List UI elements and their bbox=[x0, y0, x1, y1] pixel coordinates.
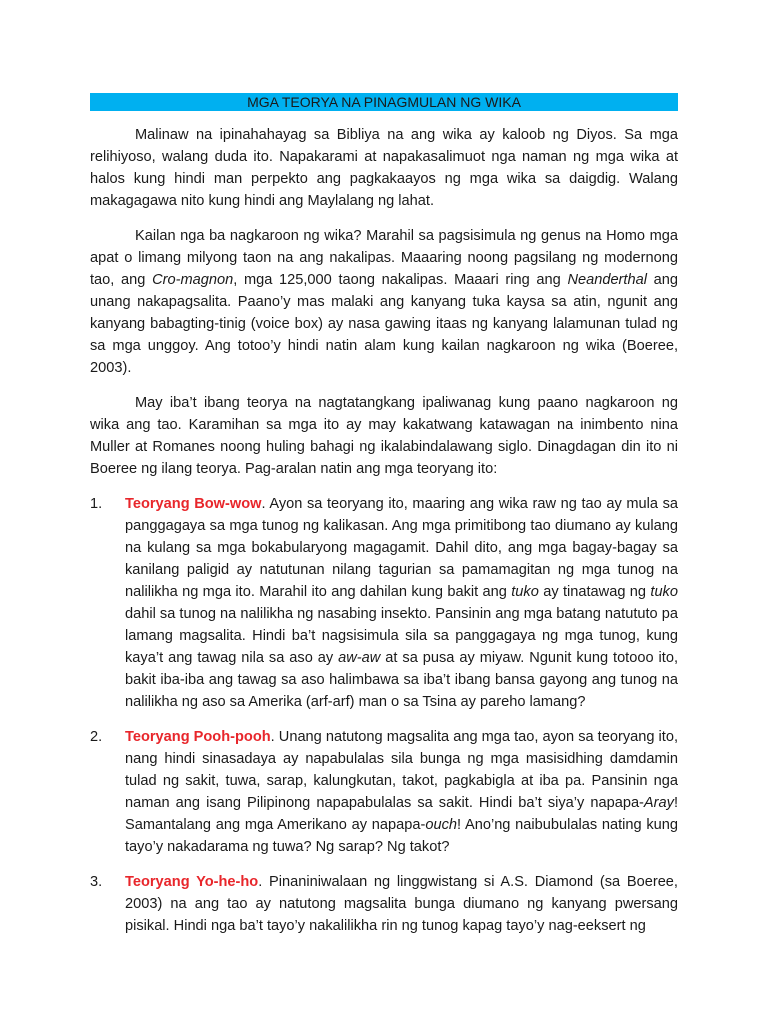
italic-term: Aray bbox=[643, 795, 674, 811]
document-title: MGA TEORYA NA PINAGMULAN NG WIKA bbox=[90, 93, 678, 111]
theory-item-pooh-pooh bbox=[90, 726, 678, 858]
text-span: . Pinaniniwalaan ng linggwistang si A.S. Diamond (sa Boeree, 2003) na ang tao ay natutong magsalita bunga diumano ng kanyang pwersang pisikal. Hindi nga ba’t tayo’y nakalilikha rin ng tunog kapag tayo’y nag-eeksert ng bbox=[125, 874, 678, 934]
italic-term: Neanderthal bbox=[567, 272, 647, 288]
paragraph-intro: Malinaw na ipinahahayag sa Bibliya na ang wika ay kaloob ng Diyos. Sa mga relihiyoso, walang duda ito. Napakarami at napakasalimuot nga naman ng mga wika at halos kung hindi man perpekto ang pagkakaayos ng mga wika sa daigdig. Walang makagagawa nito kung hindi ang Maylalang ng lahat. bbox=[90, 127, 678, 209]
paragraph-theories-intro: May iba’t ibang teorya na nagtatangkang ipaliwanag kung paano nagkaroon ng wika ang tao. Karamihan sa mga ito ay may kakatwang katawagan na inimbento nina Muller at Romanes noong huling bahagi ng ikalabindalawang siglo. Dinagdagan din ito ni Boeree ng ilang teorya. Pag-aralan natin ang mga teoryang ito: bbox=[90, 395, 678, 477]
italic-term: tuko bbox=[511, 584, 539, 600]
italic-term: aw-aw bbox=[338, 650, 381, 666]
text-span: , mga 125,000 taong nakalipas. Maaari ring ang bbox=[233, 272, 568, 288]
theory-term: Teoryang Yo-he-ho bbox=[125, 874, 259, 890]
text-span: Kailan nga ba nagkaroon ng wika? Marahil sa pagsisimula ng genus na Homo mga apat o limang milyong taon na ang nakalipas. Maaaring noong pagsilang ng modernong tao, ang bbox=[90, 228, 678, 288]
text-span: . Unang natutong magsalita ang mga tao, ayon sa teoryang ito, nang hindi sinasadaya ay napabulalas sila bunga ng mga masisidhing damdamin tulad ng sakit, tuwa, sarap, kalungkutan, takot, pagkabigla at iba pa. Pansinin nga naman ang isang Pilipinong napapabulalas sa sakit. Hindi ba’t siya’y napapa- bbox=[125, 729, 678, 811]
italic-term: ouch bbox=[425, 817, 457, 833]
italic-term: Cro-magnon bbox=[152, 272, 234, 288]
list-number: 1. bbox=[90, 496, 103, 512]
text-span: dahil sa tunog na nalilikha ng nasabing insekto. Pansinin ang mga batang natututo pa lamang magsalita. Hindi ba’t nagsisimula sila sa panggagaya ng mga tunog, kung kaya’t ang tawag nila sa aso ay bbox=[125, 606, 678, 666]
text-span: . Ayon sa teoryang ito, maaring ang wika raw ng tao ay mula sa panggagaya sa mga tunog ng kalikasan. Ang mga primitibong tao diumano ay kulang na kulang sa mga bokabularyong magagamit. Dahil dito, ang mga bagay-bagay sa kanilang paligid ay natutunan nilang tagurian sa pamamagitan ng mga tunog na nalilikha ng mga ito. Marahil ito ang dahilan kung bakit ang bbox=[125, 496, 678, 600]
list-number: 2. bbox=[90, 729, 103, 745]
theory-item-bow-wow bbox=[90, 493, 678, 713]
text-span: ! Ano’ng naibubulalas nating kung tayo’y nakadarama ng tuwa? Ng sarap? Ng takot? bbox=[125, 817, 678, 855]
italic-term: tuko bbox=[650, 584, 678, 600]
theory-item-yo-he-ho bbox=[90, 871, 678, 937]
text-span: ! Samantalang ang mga Amerikano ay napapa- bbox=[125, 795, 678, 833]
list-number: 3. bbox=[90, 874, 103, 890]
theory-term: Teoryang Pooh-pooh bbox=[125, 729, 271, 745]
document-body bbox=[90, 124, 678, 950]
text-span: ay tinatawag ng bbox=[538, 584, 651, 600]
text-span: at sa pusa ay miyaw. Ngunit kung totooo ito, bakit iba-iba ang tawag sa aso halimbawa sa iba’t ibang bansa gayong ang tunog na nalilikha ng aso sa Amerika (arf-arf) man o sa Tsina ay pareho lamang? bbox=[125, 650, 679, 710]
paragraph-origin bbox=[90, 225, 678, 379]
theory-term: Teoryang Bow-wow bbox=[125, 496, 262, 512]
text-span: ang unang nakapagsalita. Paano’y mas malaki ang kanyang tuka kaysa sa atin, ngunit ang kanyang babagting-tinig (voice box) ay nasa gawing itaas ng kanyang lalamunan tulad ng sa mga unggoy. Ang totoo’y hindi natin alam kung kailan nagkaroon ng wika (Boeree, 2003). bbox=[90, 272, 678, 376]
